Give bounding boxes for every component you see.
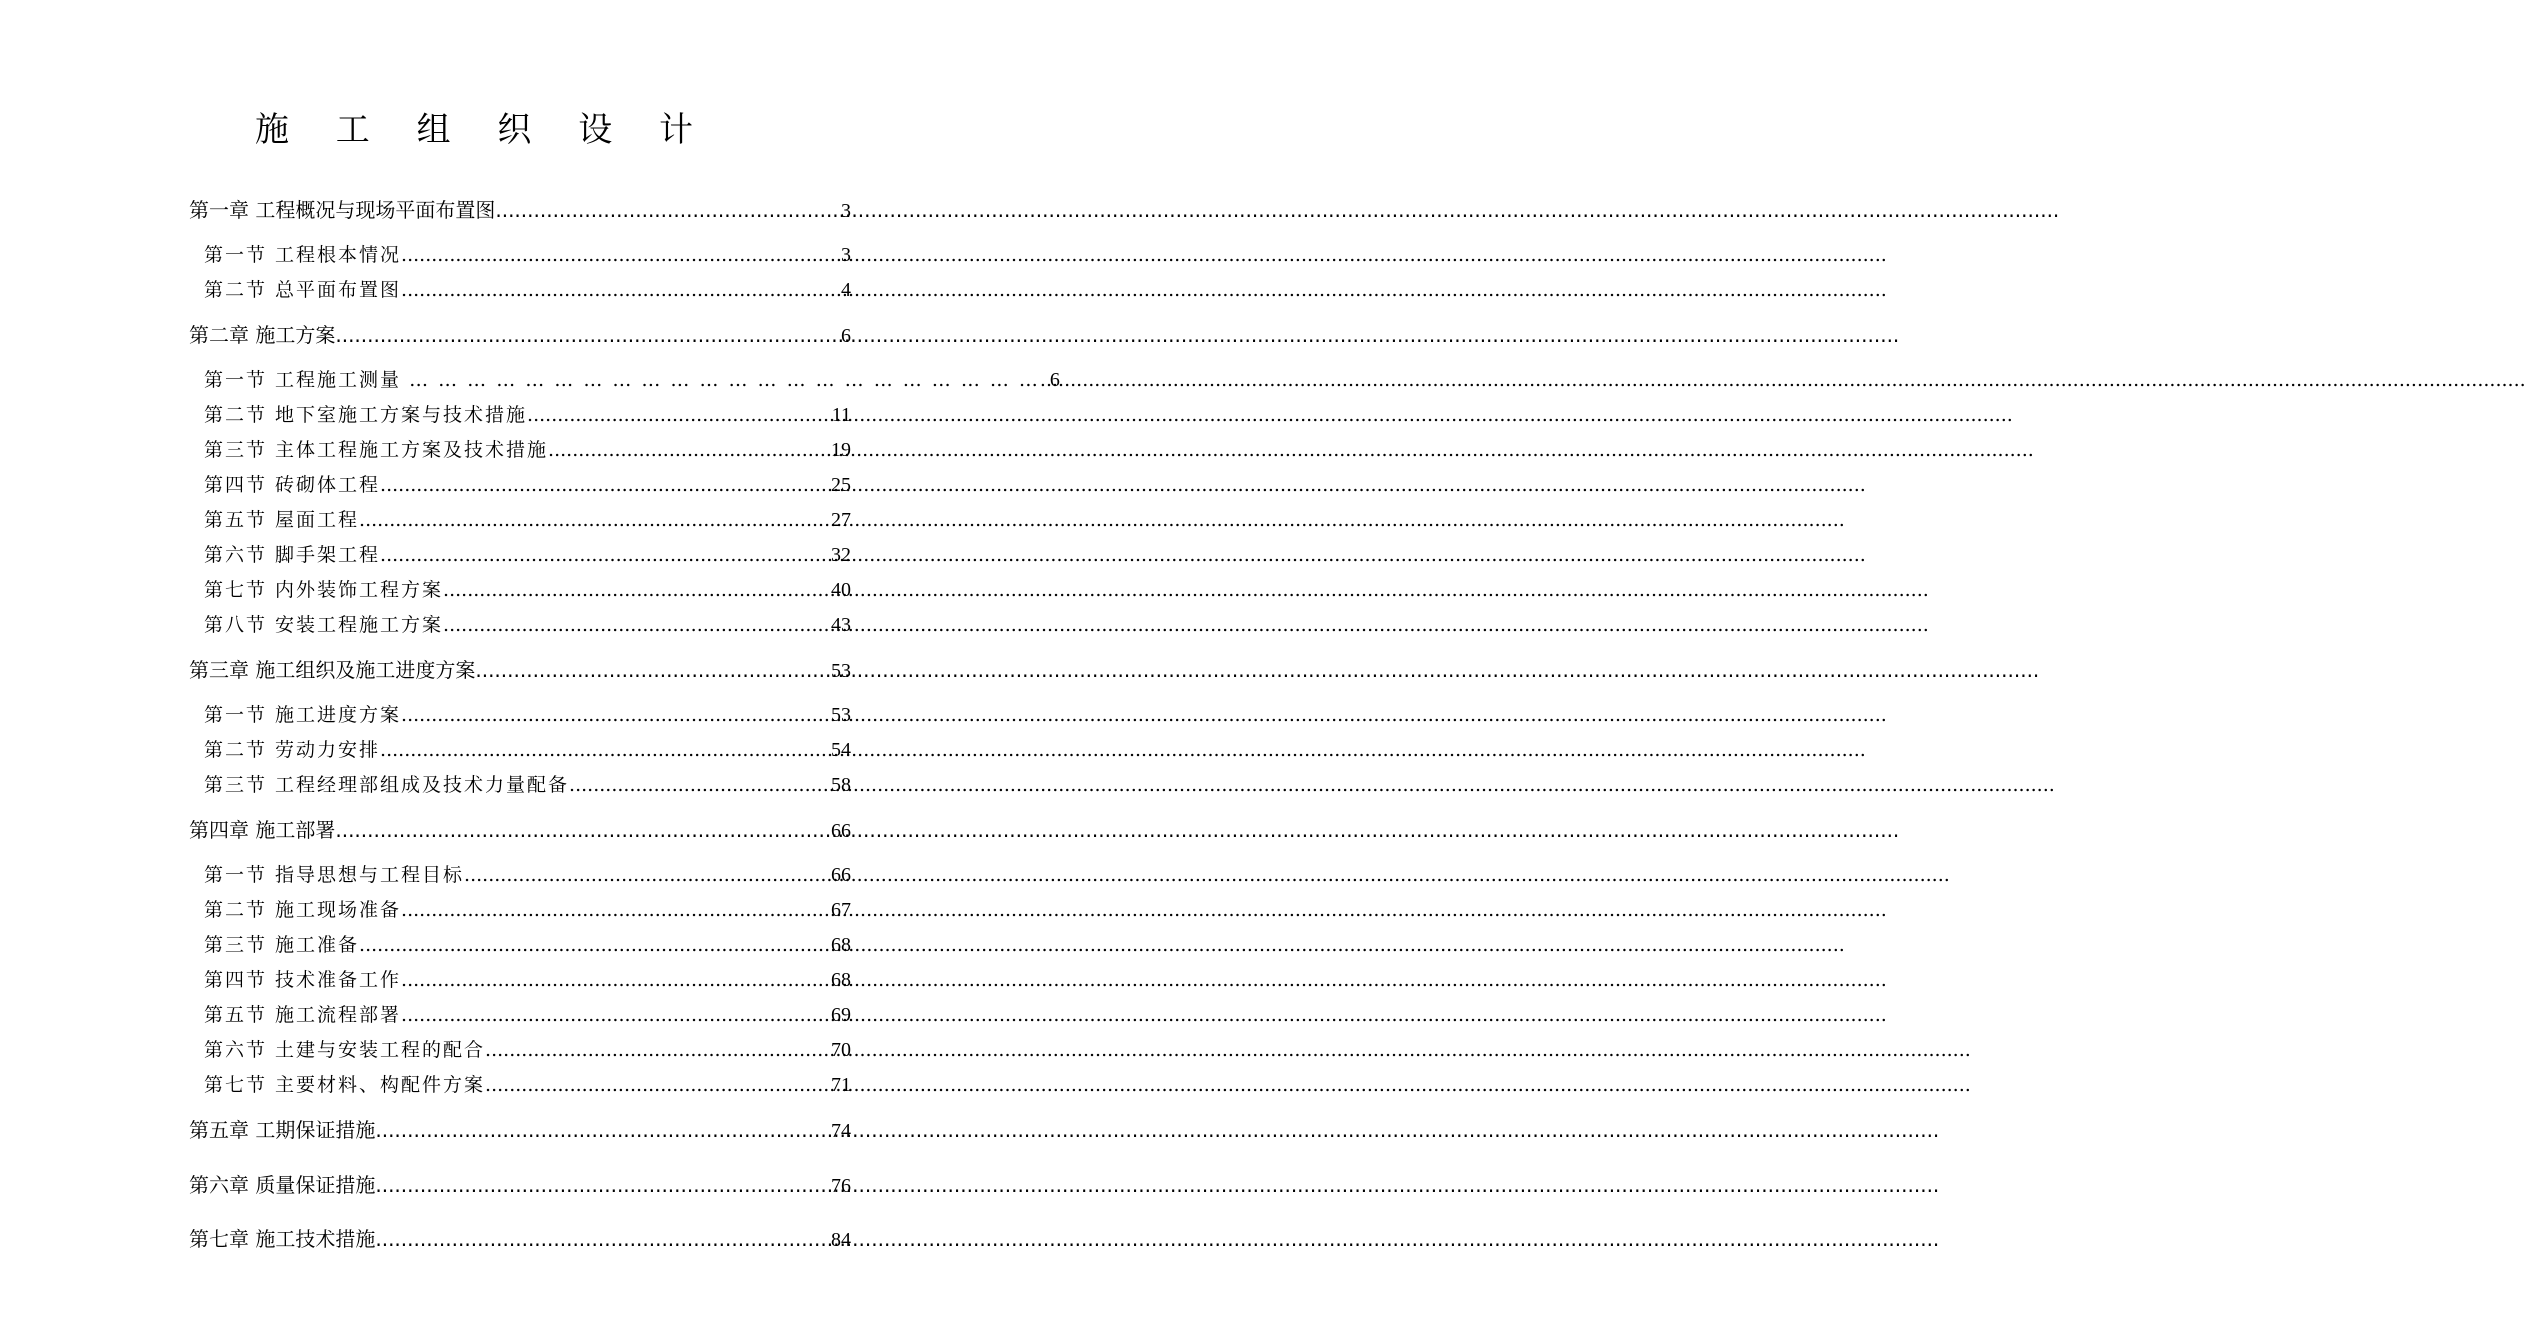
toc-page-number: 19 <box>831 439 851 461</box>
toc-section-entry[interactable] <box>204 1071 851 1099</box>
toc-dot-leader <box>335 816 831 844</box>
toc-entry-label: 第七节 内外装饰工程方案 <box>204 579 444 601</box>
document-page <box>0 0 1060 1344</box>
toc-dot-leader <box>375 1116 831 1144</box>
toc-page-number: 69 <box>831 1004 851 1026</box>
toc-dot-leader <box>401 241 841 269</box>
toc-section-entry[interactable] <box>204 701 851 729</box>
toc-dot-leader <box>359 931 831 959</box>
toc-page-number: 71 <box>831 1074 851 1096</box>
toc-entry-label: 第五章 工期保证措施 <box>189 1118 376 1142</box>
toc-dot-leader <box>380 541 831 569</box>
toc-entry-label: 第三节 施工准备 <box>204 934 360 956</box>
toc-section-entry[interactable] <box>204 1036 851 1064</box>
toc-section-entry[interactable] <box>204 366 1060 394</box>
toc-dot-leader <box>375 1171 831 1199</box>
toc-page-number: 66 <box>831 820 851 842</box>
toc-dot-leader <box>495 196 841 224</box>
toc-entry-label: 第七章 施工技术措施 <box>189 1227 376 1251</box>
toc-page-number: 3 <box>841 244 851 266</box>
toc-chapter-entry[interactable] <box>189 321 851 350</box>
toc-entry-label: 第二章 施工方案 <box>189 323 336 347</box>
document-title: 施 工 组 织 设 计 <box>254 110 712 150</box>
toc-page-number: 4 <box>841 279 851 301</box>
toc-page-number: 84 <box>831 1229 851 1251</box>
toc-chapter-entry[interactable] <box>189 816 851 845</box>
toc-entry-label: 第二节 地下室施工方案与技术措施 <box>204 404 528 426</box>
toc-chapter-entry[interactable] <box>189 1116 851 1145</box>
toc-page-number: 53 <box>831 704 851 726</box>
toc-dot-leader <box>375 1225 831 1253</box>
toc-entry-label: 第四节 技术准备工作 <box>204 969 402 991</box>
toc-entry-label: 第一节 施工进度方案 <box>204 704 402 726</box>
toc-page-number: 67 <box>831 899 851 921</box>
toc-entry-label: 第三章 施工组织及施工进度方案 <box>189 658 476 682</box>
toc-page-number: 74 <box>831 1120 851 1142</box>
toc-dot-leader <box>401 701 831 729</box>
toc-section-entry[interactable] <box>204 576 851 604</box>
toc-page-number: 68 <box>831 969 851 991</box>
toc-dot-leader <box>569 771 831 799</box>
toc-dot-leader <box>527 401 832 429</box>
toc-page-number: 58 <box>831 774 851 796</box>
toc-entry-label: 第六章 质量保证措施 <box>189 1173 376 1197</box>
toc-entry-label: 第五节 屋面工程 <box>204 509 360 531</box>
toc-entry-label: 第二节 总平面布置图 <box>204 279 402 301</box>
toc-page-number: 32 <box>831 544 851 566</box>
toc-entry-label: 第三节 工程经理部组成及技术力量配备 <box>204 774 570 796</box>
toc-section-entry[interactable] <box>204 1001 851 1029</box>
toc-dot-leader <box>401 1001 831 1029</box>
toc-chapter-entry[interactable] <box>189 196 851 225</box>
toc-section-entry[interactable] <box>204 506 851 534</box>
toc-section-entry[interactable] <box>204 861 851 889</box>
toc-page-number: 70 <box>831 1039 851 1061</box>
toc-section-entry[interactable] <box>204 736 851 764</box>
toc-entry-label: 第一节 指导思想与工程目标 <box>204 864 465 886</box>
toc-page-number: 66 <box>831 864 851 886</box>
toc-page-number: 54 <box>831 739 851 761</box>
toc-section-entry[interactable] <box>204 541 851 569</box>
toc-page-number: 53 <box>831 660 851 682</box>
toc-section-entry[interactable] <box>204 241 851 269</box>
toc-entry-label: 第五节 施工流程部署 <box>204 1004 402 1026</box>
toc-page-number: 40 <box>831 579 851 601</box>
toc-page-number: 27 <box>831 509 851 531</box>
toc-entry-label: 第一章 工程概况与现场平面布置图 <box>189 198 496 222</box>
toc-section-entry[interactable] <box>204 611 851 639</box>
toc-dot-leader <box>464 861 831 889</box>
toc-dot-leader <box>401 276 841 304</box>
toc-dot-leader <box>380 736 831 764</box>
toc-section-entry[interactable] <box>204 401 851 429</box>
toc-section-entry[interactable] <box>204 471 851 499</box>
toc-section-entry[interactable] <box>204 931 851 959</box>
toc-dot-leader <box>485 1036 831 1064</box>
toc-page-number: 25 <box>831 474 851 496</box>
toc-page-number: 6 <box>841 325 851 347</box>
toc-section-entry[interactable] <box>204 771 851 799</box>
toc-dot-leader <box>335 321 841 349</box>
toc-entry-label: 第二节 劳动力安排 <box>204 739 381 761</box>
toc-entry-label: 第二节 施工现场准备 <box>204 899 402 921</box>
toc-page-number: 68 <box>831 934 851 956</box>
toc-section-entry[interactable] <box>204 276 851 304</box>
toc-entry-label: 第六节 土建与安装工程的配合 <box>204 1039 486 1061</box>
toc-entry-label: 第三节 主体工程施工方案及技术措施 <box>204 439 549 461</box>
toc-section-entry[interactable] <box>204 966 851 994</box>
toc-page-number: 6 <box>1049 369 1060 391</box>
toc-dot-leader <box>359 506 831 534</box>
toc-dot-leader <box>380 471 831 499</box>
toc-page-number: 11 <box>831 404 851 426</box>
toc-dot-leader <box>548 436 831 464</box>
toc-dot-leader <box>475 656 831 684</box>
toc-chapter-entry[interactable] <box>189 656 851 685</box>
toc-entry-label: 第四节 砖砌体工程 <box>204 474 381 496</box>
toc-section-entry[interactable] <box>204 896 851 924</box>
toc-chapter-entry[interactable] <box>189 1225 851 1254</box>
toc-dot-leader <box>401 966 831 994</box>
toc-entry-label: 第六节 脚手架工程 <box>204 544 381 566</box>
toc-entry-label: 第七节 主要材料、构配件方案 <box>204 1074 486 1096</box>
toc-dot-leader <box>1040 366 1050 394</box>
toc-dot-leader <box>443 576 831 604</box>
toc-page-number: 43 <box>831 614 851 636</box>
toc-entry-label: 第一节 工程施工测量 … … … … … … … … … … … … … … … … … … … … … … <box>204 369 1040 391</box>
toc-entry-label: 第八节 安装工程施工方案 <box>204 614 444 636</box>
toc-dot-leader <box>485 1071 831 1099</box>
toc-entry-label: 第四章 施工部署 <box>189 818 336 842</box>
toc-entry-label: 第一节 工程根本情况 <box>204 244 402 266</box>
toc-section-entry[interactable] <box>204 436 851 464</box>
toc-dot-leader <box>401 896 831 924</box>
toc-dot-leader <box>443 611 831 639</box>
toc-chapter-entry[interactable] <box>189 1171 851 1200</box>
toc-page-number: 3 <box>841 200 851 222</box>
toc-page-number: 76 <box>831 1175 851 1197</box>
